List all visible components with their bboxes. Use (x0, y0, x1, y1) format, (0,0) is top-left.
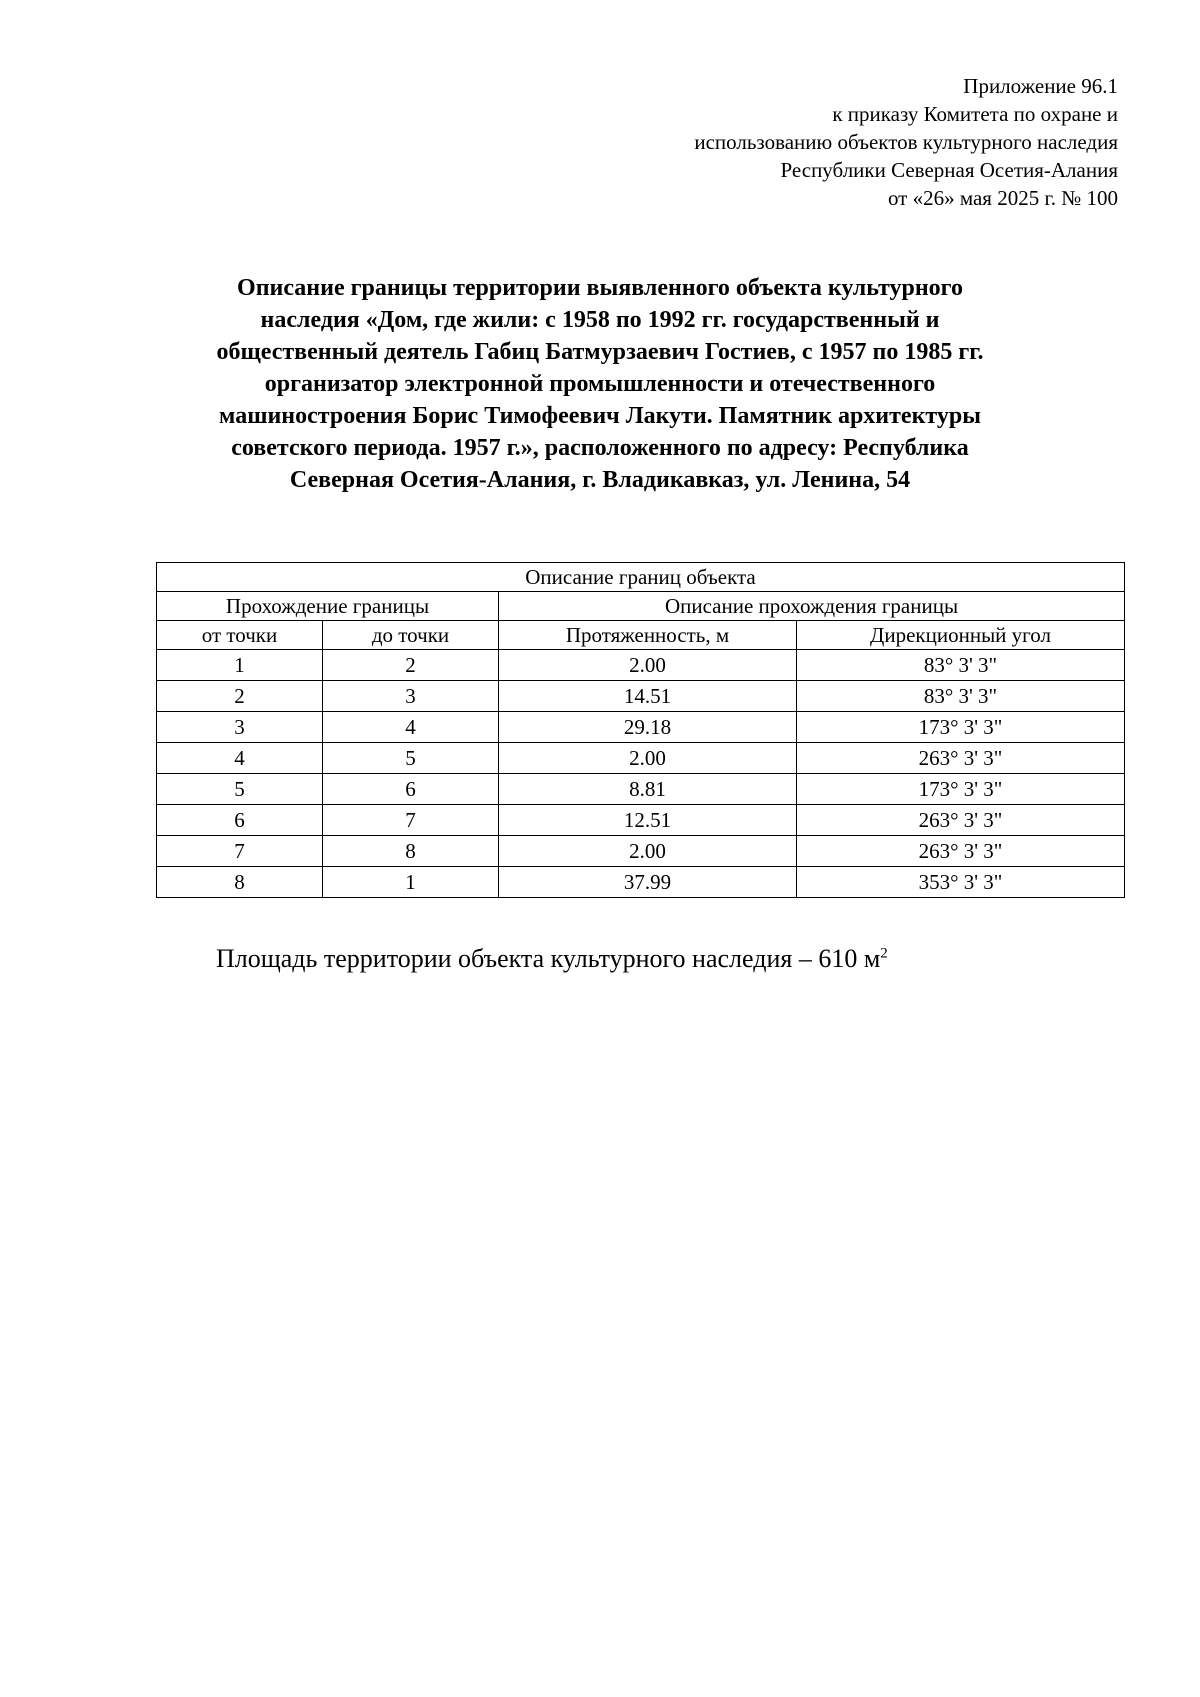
table-caption-row (157, 563, 1125, 592)
length-cell: 2.00 (499, 836, 797, 867)
document-title-line: наследия «Дом, где жили: с 1958 по 1992 гг. государственный и (260, 307, 940, 333)
group-header-description: Описание прохождения границы (499, 592, 1125, 621)
document-title-line: организатор электронной промышленности и отечественного (264, 371, 936, 397)
table-row (157, 681, 1125, 712)
column-header-from-point: от точки (157, 621, 323, 650)
appendix-header (418, 72, 1118, 212)
column-header-direction-angle: Дирекционный угол (797, 621, 1125, 650)
length-cell: 14.51 (499, 681, 797, 712)
table-row (157, 867, 1125, 898)
area-statement (216, 942, 888, 976)
to-point-cell: 2 (323, 650, 499, 681)
from-point-cell: 7 (157, 836, 323, 867)
table-row (157, 650, 1125, 681)
boundary-table (156, 562, 1125, 898)
appendix-header-line: к приказу Комитета по охране и (832, 102, 1118, 126)
from-point-cell: 6 (157, 805, 323, 836)
document-title-line: советского периода. 1957 г.», расположенного по адресу: Республика (231, 435, 969, 461)
area-unit-superscript: 2 (880, 945, 888, 962)
column-header-length: Протяженность, м (499, 621, 797, 650)
from-point-cell: 5 (157, 774, 323, 805)
length-cell: 37.99 (499, 867, 797, 898)
to-point-cell: 6 (323, 774, 499, 805)
document-title-line: Северная Осетия-Алания, г. Владикавказ, ул. Ленина, 54 (289, 467, 911, 493)
to-point-cell: 4 (323, 712, 499, 743)
from-point-cell: 3 (157, 712, 323, 743)
direction-angle-cell: 173° 3' 3" (797, 774, 1125, 805)
table-column-header-row (157, 621, 1125, 650)
document-title (150, 272, 1050, 496)
direction-angle-cell: 83° 3' 3" (797, 650, 1125, 681)
table-row (157, 836, 1125, 867)
table-caption: Описание границ объекта (157, 563, 1125, 592)
from-point-cell: 1 (157, 650, 323, 681)
appendix-header-line: использованию объектов культурного наследия (694, 130, 1118, 154)
document-title-line: общественный деятель Габиц Батмурзаевич Гостиев, с 1957 по 1985 гг. (216, 339, 984, 365)
direction-angle-cell: 83° 3' 3" (797, 681, 1125, 712)
table-row (157, 774, 1125, 805)
length-cell: 12.51 (499, 805, 797, 836)
table-group-header-row (157, 592, 1125, 621)
group-header-passage: Прохождение границы (157, 592, 499, 621)
table-row (157, 805, 1125, 836)
to-point-cell: 7 (323, 805, 499, 836)
to-point-cell: 1 (323, 867, 499, 898)
appendix-header-line: Приложение 96.1 (963, 74, 1118, 98)
direction-angle-cell: 263° 3' 3" (797, 743, 1125, 774)
direction-angle-cell: 353° 3' 3" (797, 867, 1125, 898)
to-point-cell: 8 (323, 836, 499, 867)
to-point-cell: 5 (323, 743, 499, 774)
length-cell: 2.00 (499, 650, 797, 681)
appendix-header-line: Республики Северная Осетия-Алания (780, 158, 1118, 182)
from-point-cell: 4 (157, 743, 323, 774)
direction-angle-cell: 173° 3' 3" (797, 712, 1125, 743)
direction-angle-cell: 263° 3' 3" (797, 805, 1125, 836)
appendix-header-line: от «26» мая 2025 г. № 100 (887, 186, 1118, 210)
table-row (157, 743, 1125, 774)
length-cell: 29.18 (499, 712, 797, 743)
from-point-cell: 8 (157, 867, 323, 898)
document-title-line: машиностроения Борис Тимофеевич Лакути. Памятник архитектуры (219, 403, 981, 429)
length-cell: 8.81 (499, 774, 797, 805)
from-point-cell: 2 (157, 681, 323, 712)
length-cell: 2.00 (499, 743, 797, 774)
document-title-line: Описание границы территории выявленного объекта культурного (237, 275, 963, 301)
to-point-cell: 3 (323, 681, 499, 712)
column-header-to-point: до точки (323, 621, 499, 650)
direction-angle-cell: 263° 3' 3" (797, 836, 1125, 867)
table-row (157, 712, 1125, 743)
area-text: Площадь территории объекта культурного наследия – 610 м (216, 944, 881, 973)
